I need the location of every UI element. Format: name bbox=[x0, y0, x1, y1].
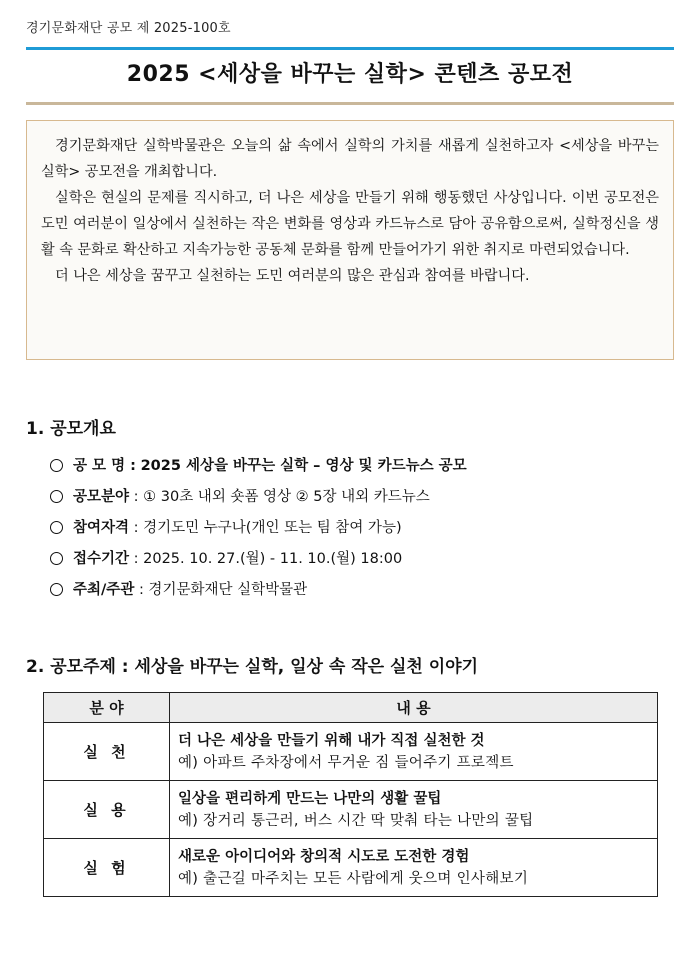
topic-table bbox=[43, 692, 658, 897]
overview-value: : 경기문화재단 실학박물관 bbox=[138, 581, 308, 598]
table-field-cell: 실 용 bbox=[44, 781, 170, 839]
table-content-cell bbox=[170, 781, 658, 839]
content-example-text: 예) 출근길 마주치는 모든 사람에게 웃으며 인사해보기 bbox=[178, 870, 529, 887]
overview-list bbox=[50, 450, 467, 605]
table-header-content: 내 용 bbox=[170, 693, 658, 723]
overview-value: : ① 30초 내외 숏폼 영상 ② 5장 내외 카드뉴스 bbox=[133, 488, 430, 505]
intro-box bbox=[26, 120, 674, 360]
section-heading-overview: 1. 공모개요 bbox=[26, 419, 116, 439]
table-row bbox=[44, 723, 658, 781]
content-example-text: 예) 아파트 주차장에서 무거운 짐 들어주기 프로젝트 bbox=[178, 754, 514, 771]
overview-label: 공모분야 bbox=[73, 488, 130, 505]
overview-value: : 2025. 10. 27.(월) - 11. 10.(월) 18:00 bbox=[133, 550, 403, 567]
content-main-text: 새로운 아이디어와 창의적 시도로 도전한 경험 bbox=[178, 848, 470, 865]
title-top-rule bbox=[26, 47, 674, 50]
circle-bullet-icon bbox=[50, 490, 63, 503]
title-block bbox=[26, 47, 674, 105]
table-header-row bbox=[44, 693, 658, 723]
list-item bbox=[50, 481, 467, 512]
circle-bullet-icon bbox=[50, 552, 63, 565]
intro-paragraph: 더 나은 세상을 꿈꾸고 실천하는 도민 여러분의 많은 관심과 참여를 바랍니다. bbox=[55, 268, 530, 284]
list-item bbox=[50, 512, 467, 543]
section-heading-topic: 2. 공모주제 : 세상을 바꾸는 실학, 일상 속 작은 실천 이야기 bbox=[26, 657, 479, 677]
page-title: 2025 <세상을 바꾸는 실학> 콘텐츠 공모전 bbox=[126, 62, 574, 87]
table-header-field: 분 야 bbox=[44, 693, 170, 723]
overview-label: 주최/주관 bbox=[73, 581, 135, 598]
overview-value: 2025 세상을 바꾸는 실학 – 영상 및 카드뉴스 공모 bbox=[140, 457, 467, 474]
table-content-cell bbox=[170, 723, 658, 781]
list-item bbox=[50, 543, 467, 574]
content-main-text: 일상을 편리하게 만드는 나만의 생활 꿀팁 bbox=[178, 790, 442, 807]
table-content-cell bbox=[170, 839, 658, 897]
overview-value: : 경기도민 누구나(개인 또는 팀 참여 가능) bbox=[133, 519, 402, 536]
content-example-text: 예) 장거리 통근러, 버스 시간 딱 맞춰 타는 나만의 꿀팁 bbox=[178, 812, 534, 829]
circle-bullet-icon bbox=[50, 459, 63, 472]
title-bottom-rule bbox=[26, 102, 674, 105]
table-row bbox=[44, 781, 658, 839]
overview-label: 참여자격 bbox=[73, 519, 130, 536]
table-field-cell: 실 험 bbox=[44, 839, 170, 897]
document-number: 경기문화재단 공모 제 2025-100호 bbox=[26, 21, 231, 36]
overview-label: 접수기간 bbox=[73, 550, 130, 567]
table-field-cell: 실 천 bbox=[44, 723, 170, 781]
circle-bullet-icon bbox=[50, 521, 63, 534]
intro-paragraph: 경기문화재단 실학박물관은 오늘의 삶 속에서 실학의 가치를 새롭게 실천하고자 <세상을 바꾸는 실학> 공모전을 개최합니다. bbox=[41, 138, 659, 180]
content-main-text: 더 나은 세상을 만들기 위해 내가 직접 실천한 것 bbox=[178, 732, 485, 749]
table-row bbox=[44, 839, 658, 897]
list-item bbox=[50, 574, 467, 605]
circle-bullet-icon bbox=[50, 583, 63, 596]
intro-paragraph: 실학은 현실의 문제를 직시하고, 더 나은 세상을 만들기 위해 행동했던 사상입니다. 이번 공모전은 도민 여러분이 일상에서 실천하는 작은 변화를 영상과 카드뉴스로 담아 공유함으로써, 실학정신을 생활 속 문화로 확산하고 지속가능한 공동체 문화를 함께 만들어가기 위한 취지로 마련되었습니다. bbox=[41, 190, 659, 258]
overview-label: 공 모 명 : bbox=[73, 457, 136, 474]
list-item bbox=[50, 450, 467, 481]
